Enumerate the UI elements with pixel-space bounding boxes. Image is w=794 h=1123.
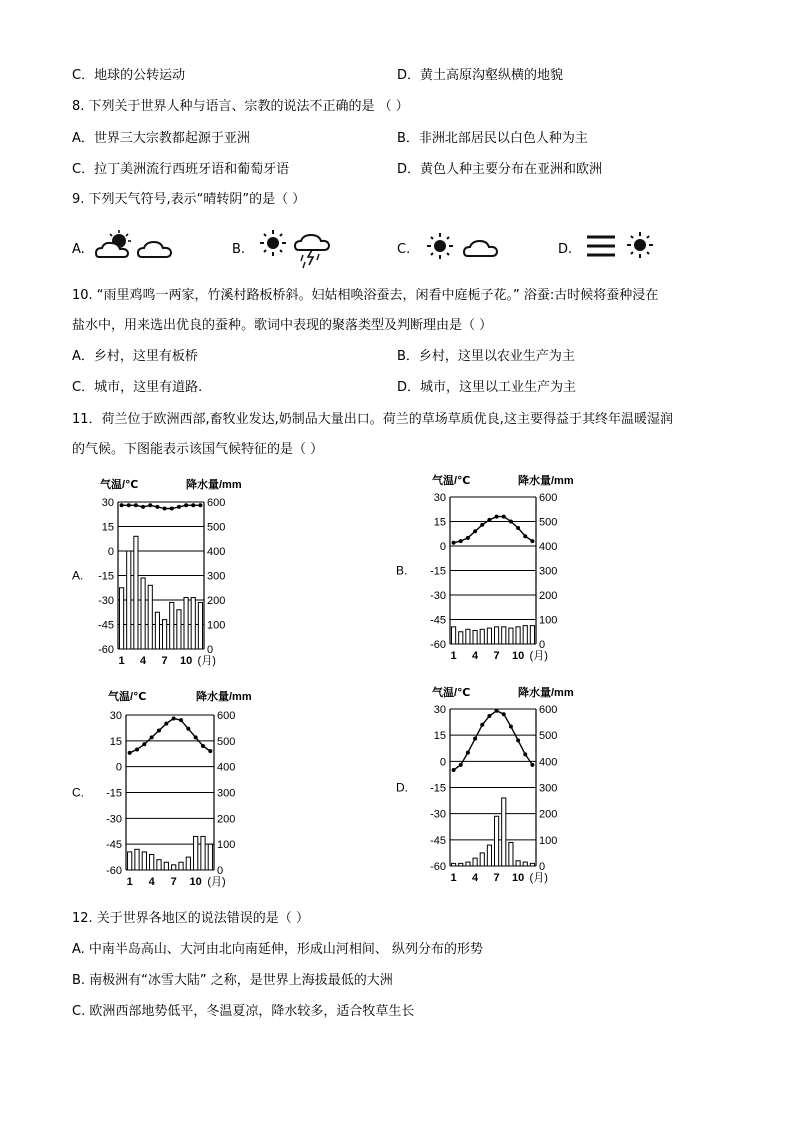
precipitation-bar xyxy=(473,631,477,644)
precipitation-bar xyxy=(473,858,477,866)
precipitation-tick-label: 500 xyxy=(217,735,236,748)
precipitation-bar xyxy=(194,836,198,870)
climate-chart-c xyxy=(68,686,268,896)
temperature-point xyxy=(142,742,146,746)
climate-chart-d xyxy=(392,683,592,891)
q12-option-b: B. 南极洲有“冰雪大陆” 之称，是世界上海拔最低的大洲 xyxy=(72,973,393,988)
climate-chart-b xyxy=(392,472,582,670)
precipitation-tick-label: 300 xyxy=(207,570,226,583)
temperature-point xyxy=(487,518,491,522)
precipitation-tick-label: 500 xyxy=(207,521,226,534)
sun-icon xyxy=(627,232,653,258)
temperature-point xyxy=(135,747,139,751)
climate-chart-a xyxy=(68,474,258,672)
q7-option-c: C．地球的公转运动 xyxy=(72,68,186,83)
thunder-rain-icon xyxy=(295,235,329,268)
q9-option-a-label: A. xyxy=(72,242,85,257)
temperature-point xyxy=(452,541,456,545)
temperature-tick-label: 30 xyxy=(109,710,122,722)
precipitation-bar xyxy=(148,585,152,649)
temperature-tick-label: -45 xyxy=(98,619,114,632)
temperature-tick-label: -60 xyxy=(106,865,122,877)
precipitation-tick-label: 0 xyxy=(207,644,214,656)
precipitation-bar xyxy=(523,862,527,866)
temperature-axis-title: 气温/℃ xyxy=(100,479,139,491)
precipitation-bar xyxy=(480,853,484,866)
temperature-tick-label: 30 xyxy=(101,497,114,509)
temperature-point xyxy=(530,539,534,543)
precipitation-tick-label: 100 xyxy=(217,839,236,852)
temperature-point xyxy=(459,539,463,543)
precipitation-bar xyxy=(198,602,202,649)
q10-stem-line2: 盐水中，用来选出优良的蚕种。歌词中表现的聚落类型及判断理由是（ ） xyxy=(72,318,493,333)
temperature-point xyxy=(148,503,152,507)
precipitation-axis-title: 降水量/mm xyxy=(518,687,574,699)
chart-option-label: A. xyxy=(72,568,84,583)
temperature-tick-label: 0 xyxy=(439,541,446,553)
temperature-point xyxy=(509,724,513,728)
precipitation-tick-label: 300 xyxy=(539,782,558,795)
precipitation-tick-label: 400 xyxy=(539,756,558,769)
precipitation-bar xyxy=(487,628,491,644)
temperature-tick-label: 15 xyxy=(101,521,114,534)
month-tick-label: 7 xyxy=(493,872,500,884)
temperature-axis-title: 气温/℃ xyxy=(432,687,471,699)
precipitation-tick-label: 300 xyxy=(539,565,558,578)
precipitation-tick-label: 100 xyxy=(207,619,226,632)
month-tick-label: 4 xyxy=(140,655,147,667)
precipitation-bar xyxy=(135,849,139,870)
temperature-tick-label: 30 xyxy=(433,492,446,504)
temperature-point xyxy=(495,709,499,713)
temperature-tick-label: -30 xyxy=(430,808,446,821)
precipitation-bar xyxy=(502,798,506,866)
temperature-point xyxy=(191,503,195,507)
precipitation-tick-label: 200 xyxy=(539,590,558,602)
temperature-axis-title: 气温/℃ xyxy=(108,691,147,703)
precipitation-bar xyxy=(184,598,188,649)
q10-option-c: C．城市，这里有道路. xyxy=(72,380,203,395)
temperature-tick-label: -15 xyxy=(106,787,122,800)
precipitation-bar xyxy=(530,626,534,644)
precipitation-bar xyxy=(163,620,167,649)
precipitation-bar xyxy=(170,602,174,649)
precipitation-tick-label: 600 xyxy=(539,492,558,504)
precipitation-tick-label: 400 xyxy=(217,761,236,774)
temperature-tick-label: -30 xyxy=(98,595,114,607)
q12-stem: 12. 关于世界各地区的说法错误的是（ ） xyxy=(72,911,309,926)
precipitation-tick-label: 500 xyxy=(539,516,558,529)
temperature-line xyxy=(130,718,211,753)
temperature-point xyxy=(177,505,181,509)
precipitation-bar xyxy=(495,627,499,644)
temperature-point xyxy=(502,712,506,716)
q9-option-b-symbol xyxy=(255,228,335,272)
chart-option-label: B. xyxy=(396,563,408,578)
precipitation-bar xyxy=(459,863,463,866)
month-tick-label: 4 xyxy=(472,872,479,884)
q9-option-a-symbol xyxy=(94,230,176,262)
precipitation-bar xyxy=(155,612,159,649)
temperature-point xyxy=(170,507,174,511)
temperature-point xyxy=(179,718,183,722)
temperature-point xyxy=(516,526,520,530)
precipitation-bar xyxy=(172,865,176,870)
cloud-icon xyxy=(138,242,171,257)
precipitation-axis-title: 降水量/mm xyxy=(196,691,252,703)
q9-option-b-label: B. xyxy=(232,242,246,257)
month-tick-label: 1 xyxy=(450,872,457,884)
temperature-tick-label: 0 xyxy=(115,761,122,774)
q8-option-c: C．拉丁美洲流行西班牙语和葡萄牙语 xyxy=(72,162,290,177)
temperature-tick-label: -15 xyxy=(98,570,114,583)
temperature-tick-label: 0 xyxy=(107,546,114,558)
temperature-axis-title: 气温/℃ xyxy=(432,475,471,487)
q8-stem: 8. 下列关于世界人种与语言、宗教的说法不正确的是 （ ） xyxy=(72,99,409,114)
q8-option-a: A．世界三大宗教都起源于亚洲 xyxy=(72,131,250,146)
precipitation-bar xyxy=(177,610,181,649)
fog-icon xyxy=(587,237,615,255)
month-unit-label: (月) xyxy=(207,876,226,888)
q8-option-d: D．黄色人种主要分布在亚洲和欧洲 xyxy=(397,162,603,177)
month-tick-label: 4 xyxy=(148,876,155,888)
temperature-tick-label: -45 xyxy=(106,839,122,852)
precipitation-bar xyxy=(128,852,132,870)
temperature-tick-label: -15 xyxy=(430,782,446,795)
q10-option-a: A．乡村，这里有板桥 xyxy=(72,349,198,364)
temperature-point xyxy=(452,768,456,772)
q9-option-c-symbol xyxy=(422,230,502,266)
month-tick-label: 10 xyxy=(189,876,202,888)
temperature-tick-label: -15 xyxy=(430,565,446,578)
temperature-point xyxy=(163,507,167,511)
precipitation-bar xyxy=(487,845,491,866)
precipitation-bar xyxy=(142,852,146,870)
precipitation-bar xyxy=(502,627,506,644)
precipitation-tick-label: 0 xyxy=(539,861,546,873)
temperature-point xyxy=(127,503,131,507)
precipitation-tick-label: 0 xyxy=(217,865,224,877)
temperature-point xyxy=(480,523,484,527)
temperature-point xyxy=(157,729,161,733)
precipitation-bar xyxy=(466,862,470,866)
precipitation-tick-label: 200 xyxy=(217,813,236,826)
precipitation-tick-label: 500 xyxy=(539,730,558,743)
cloud-icon xyxy=(464,241,497,256)
precipitation-tick-label: 0 xyxy=(539,639,546,651)
precipitation-axis-title: 降水量/mm xyxy=(518,475,574,487)
precipitation-tick-label: 400 xyxy=(539,541,558,553)
temperature-tick-label: -60 xyxy=(430,861,446,873)
temperature-point xyxy=(198,503,202,507)
temperature-tick-label: -30 xyxy=(106,813,122,826)
temperature-tick-label: -60 xyxy=(430,639,446,651)
q9-option-d-label: D. xyxy=(558,242,573,257)
temperature-point xyxy=(164,722,168,726)
temperature-tick-label: 30 xyxy=(433,704,446,716)
temperature-point xyxy=(502,515,506,519)
precipitation-bar xyxy=(509,628,513,644)
q10-option-d: D．城市，这里以工业生产为主 xyxy=(397,380,577,395)
precipitation-tick-label: 100 xyxy=(539,614,558,627)
temperature-tick-label: -30 xyxy=(430,590,446,602)
month-tick-label: 10 xyxy=(179,655,193,667)
precipitation-bar xyxy=(516,627,520,644)
temperature-point xyxy=(480,723,484,727)
precipitation-tick-label: 200 xyxy=(539,808,558,821)
month-tick-label: 10 xyxy=(511,650,525,662)
precipitation-tick-label: 300 xyxy=(217,787,236,800)
temperature-point xyxy=(184,503,188,507)
temperature-point xyxy=(155,505,159,509)
temperature-point xyxy=(509,520,513,524)
sun-icon xyxy=(427,233,453,259)
precipitation-bar xyxy=(120,588,124,649)
temperature-point xyxy=(473,529,477,533)
precipitation-tick-label: 600 xyxy=(539,704,558,716)
precipitation-bar xyxy=(523,626,527,644)
temperature-point xyxy=(208,749,212,753)
precipitation-tick-label: 100 xyxy=(539,834,558,847)
temperature-point xyxy=(459,763,463,767)
precipitation-bar xyxy=(127,551,131,649)
q9-option-d-symbol xyxy=(584,228,664,264)
precipitation-bar xyxy=(134,536,138,649)
precipitation-bar xyxy=(530,863,534,866)
precipitation-bar xyxy=(179,862,183,870)
temperature-tick-label: -45 xyxy=(430,614,446,627)
q11-stem-line1: 11．荷兰位于欧洲西部,畜牧业发达,奶制品大量出口。荷兰的草场草质优良,这主要得益于其终年温暖湿润 xyxy=(72,412,673,427)
precipitation-bar xyxy=(191,598,195,649)
temperature-point xyxy=(201,744,205,748)
month-tick-label: 1 xyxy=(118,655,125,667)
precipitation-axis-title: 降水量/mm xyxy=(186,479,242,491)
temperature-line xyxy=(122,505,201,508)
precipitation-tick-label: 600 xyxy=(217,710,236,722)
temperature-point xyxy=(466,536,470,540)
precipitation-bar xyxy=(186,857,190,870)
temperature-tick-label: 0 xyxy=(439,756,446,769)
month-tick-label: 4 xyxy=(472,650,479,662)
temperature-tick-label: -60 xyxy=(98,644,114,656)
precipitation-bar xyxy=(141,578,145,649)
q12-option-a: A. 中南半岛高山、大河由北向南延伸，形成山河相间、 纵列分布的形势 xyxy=(72,942,484,957)
precipitation-tick-label: 400 xyxy=(207,546,226,558)
temperature-point xyxy=(150,735,154,739)
temperature-point xyxy=(495,515,499,519)
precipitation-bar xyxy=(480,629,484,644)
temperature-point xyxy=(134,503,138,507)
q9-stem: 9. 下列天气符号,表示“晴转阴”的是（ ） xyxy=(72,192,306,207)
month-tick-label: 1 xyxy=(450,650,457,662)
temperature-line xyxy=(454,517,533,543)
q10-option-b: B．乡村，这里以农业生产为主 xyxy=(397,349,575,364)
month-unit-label: (月) xyxy=(529,872,548,884)
q10-stem-line1: 10. “雨里鸡鸣一两家，竹溪村路板桥斜。妇姑相唤浴蚕去，闲看中庭栀子花。” 浴蚕:古时候将蚕种浸在 xyxy=(72,288,659,303)
temperature-point xyxy=(473,737,477,741)
month-tick-label: 7 xyxy=(493,650,500,662)
temperature-point xyxy=(530,763,534,767)
precipitation-bar xyxy=(201,836,205,870)
precipitation-bar xyxy=(509,842,513,866)
precipitation-bar xyxy=(150,855,154,871)
temperature-point xyxy=(128,751,132,755)
temperature-point xyxy=(172,716,176,720)
q9-option-c-label: C. xyxy=(397,242,411,257)
chart-option-label: D. xyxy=(396,780,408,795)
q7-option-d: D．黄土高原沟壑纵横的地貌 xyxy=(397,68,564,83)
temperature-tick-label: 15 xyxy=(433,516,446,529)
temperature-point xyxy=(186,727,190,731)
month-unit-label: (月) xyxy=(197,655,216,667)
chart-option-label: C. xyxy=(72,785,84,800)
month-tick-label: 10 xyxy=(511,872,525,884)
temperature-tick-label: 15 xyxy=(433,730,446,743)
q11-stem-line2: 的气候。下图能表示该国气候特征的是（ ） xyxy=(72,442,324,457)
precipitation-bar xyxy=(452,627,456,644)
temperature-point xyxy=(516,738,520,742)
temperature-point xyxy=(120,503,124,507)
temperature-point xyxy=(141,505,145,509)
precipitation-bar xyxy=(516,861,520,866)
precipitation-bar xyxy=(208,844,212,870)
month-tick-label: 7 xyxy=(170,876,177,888)
precipitation-bar xyxy=(495,816,499,866)
temperature-point xyxy=(194,735,198,739)
month-tick-label: 1 xyxy=(126,876,133,888)
temperature-point xyxy=(466,751,470,755)
temperature-point xyxy=(523,752,527,756)
precipitation-tick-label: 600 xyxy=(207,497,226,509)
precipitation-tick-label: 200 xyxy=(207,595,226,607)
precipitation-bar xyxy=(452,863,456,866)
q12-option-c: C. 欧洲西部地势低平，冬温夏凉，降水较多，适合牧草生长 xyxy=(72,1004,415,1019)
precipitation-bar xyxy=(157,860,161,870)
precipitation-bar xyxy=(466,629,470,644)
q8-option-b: B．非洲北部居民以白色人种为主 xyxy=(397,131,588,146)
temperature-point xyxy=(523,534,527,538)
temperature-tick-label: -45 xyxy=(430,834,446,847)
sun-icon xyxy=(260,230,286,256)
partly-cloudy-icon xyxy=(96,230,131,257)
precipitation-bar xyxy=(164,862,168,870)
temperature-point xyxy=(487,714,491,718)
month-unit-label: (月) xyxy=(529,650,548,662)
month-tick-label: 7 xyxy=(161,655,168,667)
temperature-tick-label: 15 xyxy=(109,735,122,748)
precipitation-bar xyxy=(459,632,463,644)
